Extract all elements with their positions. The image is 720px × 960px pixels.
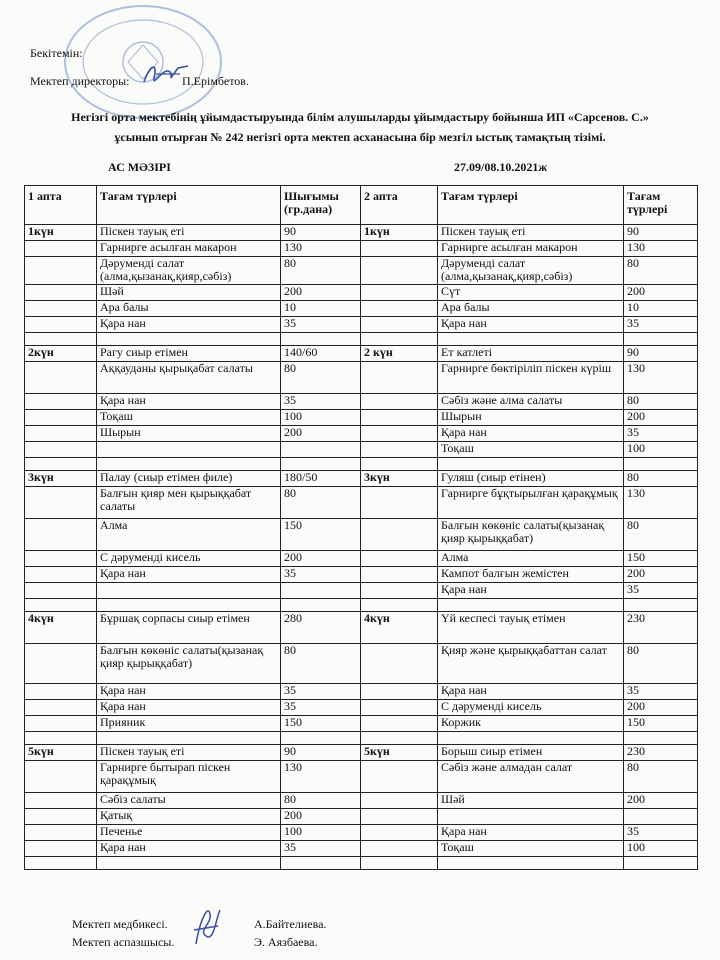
- day-cell-week1: [25, 809, 97, 825]
- dish-week2: Шәй: [438, 793, 624, 809]
- dish-week2: Гуляш (сиыр етінен): [438, 471, 624, 487]
- dish-week2: Сәбіз және алмадан салат: [438, 761, 624, 793]
- day-cell-week1: [25, 793, 97, 809]
- day-cell-week2: [361, 317, 438, 333]
- table-row: [25, 394, 698, 410]
- day-cell-week1: [25, 301, 97, 317]
- empty-cell: [361, 732, 438, 745]
- table-row: [25, 612, 698, 644]
- yield-week2: 230: [624, 745, 698, 761]
- empty-cell: [361, 333, 438, 346]
- yield-week1: 80: [281, 257, 361, 285]
- day-cell-week1: [25, 394, 97, 410]
- dish-week1: Ара балы: [97, 301, 281, 317]
- block-separator-row: [25, 857, 698, 870]
- dish-week2: Кампот балғын жемістен: [438, 567, 624, 583]
- dish-week2: Сүт: [438, 285, 624, 301]
- empty-cell: [438, 857, 624, 870]
- yield-week1: [281, 442, 361, 458]
- yield-week1: 35: [281, 394, 361, 410]
- yield-week2: 130: [624, 362, 698, 394]
- table-row: [25, 471, 698, 487]
- day-cell-week2: [361, 700, 438, 716]
- dish-week1: Балғын көкөніс салаты(қызанақ қияр қырыққабат): [97, 644, 281, 684]
- day-cell-week1: [25, 761, 97, 793]
- dish-week1: Қара нан: [97, 700, 281, 716]
- dish-week1: Қара нан: [97, 317, 281, 333]
- director-name: П.Ерімбетов.: [182, 74, 249, 88]
- empty-cell: [624, 333, 698, 346]
- day-cell-week2: [361, 567, 438, 583]
- day-cell-week1: [25, 426, 97, 442]
- yield-week2: 200: [624, 793, 698, 809]
- yield-week1: 200: [281, 426, 361, 442]
- header-dish-types-2: Тағам түрлері: [438, 186, 624, 225]
- day-cell-week2: [361, 285, 438, 301]
- day-cell-week2: [361, 793, 438, 809]
- day-cell-week1: 4күн: [25, 612, 97, 644]
- yield-week1: 150: [281, 716, 361, 732]
- yield-week1: 280: [281, 612, 361, 644]
- yield-week2: 130: [624, 241, 698, 257]
- empty-cell: [97, 333, 281, 346]
- day-cell-week1: 1күн: [25, 225, 97, 241]
- yield-week2: 130: [624, 487, 698, 519]
- dish-week1: Қара нан: [97, 684, 281, 700]
- yield-week2: 80: [624, 257, 698, 285]
- dish-week2: Қияр және қырыққабаттан салат: [438, 644, 624, 684]
- dish-week1: Піскен тауық еті: [97, 745, 281, 761]
- header-yield: Шығымы (гр.дана): [281, 186, 361, 225]
- yield-week1: 10: [281, 301, 361, 317]
- day-cell-week2: [361, 761, 438, 793]
- day-cell-week1: [25, 825, 97, 841]
- yield-week2: 80: [624, 644, 698, 684]
- empty-cell: [438, 458, 624, 471]
- dish-week1: Сәбіз салаты: [97, 793, 281, 809]
- table-row: [25, 442, 698, 458]
- yield-week1: 80: [281, 793, 361, 809]
- day-cell-week2: [361, 583, 438, 599]
- dish-week1: Қара нан: [97, 567, 281, 583]
- menu-label: АС МӘЗІРІ: [108, 160, 171, 174]
- yield-week1: 90: [281, 225, 361, 241]
- day-cell-week1: [25, 716, 97, 732]
- dish-week1: Рагу сиыр етімен: [97, 346, 281, 362]
- dish-week1: Қара нан: [97, 841, 281, 857]
- day-cell-week2: [361, 684, 438, 700]
- table-row: [25, 225, 698, 241]
- yield-week1: 35: [281, 317, 361, 333]
- nurse-name: А.Байтелиева.: [254, 917, 327, 931]
- yield-week1: 130: [281, 761, 361, 793]
- day-cell-week1: 5күн: [25, 745, 97, 761]
- day-cell-week2: [361, 410, 438, 426]
- yield-week2: 35: [624, 317, 698, 333]
- day-cell-week1: [25, 519, 97, 551]
- empty-cell: [281, 732, 361, 745]
- yield-week1: 180/50: [281, 471, 361, 487]
- empty-cell: [438, 732, 624, 745]
- empty-cell: [97, 857, 281, 870]
- empty-cell: [361, 599, 438, 612]
- table-row: [25, 551, 698, 567]
- day-cell-week1: [25, 700, 97, 716]
- dish-week1: С дәрумендi кисель: [97, 551, 281, 567]
- dish-week2: Балғын көкөніс салаты(қызанақ қияр қырыққабат): [438, 519, 624, 551]
- yield-week2: 150: [624, 551, 698, 567]
- dish-week2: Гарнирге бұқтырылған қарақұмық: [438, 487, 624, 519]
- block-separator-row: [25, 458, 698, 471]
- dish-week1: Піскен тауық еті: [97, 225, 281, 241]
- day-cell-week2: [361, 841, 438, 857]
- day-cell-week1: [25, 551, 97, 567]
- empty-cell: [281, 857, 361, 870]
- table-row: [25, 761, 698, 793]
- director-label: Мектеп директоры:: [30, 74, 130, 88]
- yield-week1: 200: [281, 809, 361, 825]
- day-cell-week2: [361, 519, 438, 551]
- block-separator-row: [25, 599, 698, 612]
- day-cell-week1: [25, 583, 97, 599]
- day-cell-week1: [25, 285, 97, 301]
- table-row: [25, 487, 698, 519]
- nurse-label: Мектеп медбикесі.: [72, 917, 168, 931]
- dish-week2: Ара балы: [438, 301, 624, 317]
- day-cell-week1: [25, 644, 97, 684]
- dish-week1: [97, 583, 281, 599]
- table-row: [25, 793, 698, 809]
- yield-week1: 100: [281, 410, 361, 426]
- empty-cell: [25, 857, 97, 870]
- table-row: [25, 519, 698, 551]
- dish-week2: Қара нан: [438, 426, 624, 442]
- day-cell-week1: [25, 567, 97, 583]
- empty-cell: [361, 458, 438, 471]
- day-cell-week2: 1күн: [361, 225, 438, 241]
- yield-week2: 150: [624, 716, 698, 732]
- dish-week2: Сәбіз және алма салаты: [438, 394, 624, 410]
- dish-week2: Қара нан: [438, 583, 624, 599]
- yield-week2: 80: [624, 761, 698, 793]
- yield-week1: 200: [281, 551, 361, 567]
- document-title-line-1: Негізгі орта мектебінің ұйымдастыруында білім алушыларды ұйымдастыру бойынша ИП «Сарсенов. С.»: [71, 110, 649, 124]
- dish-week2: Алма: [438, 551, 624, 567]
- approved-label: Бекітемін:: [30, 46, 83, 60]
- dish-week1: Балғын қияр мен қырыққабат салаты: [97, 487, 281, 519]
- yield-week1: 35: [281, 684, 361, 700]
- empty-cell: [25, 458, 97, 471]
- yield-week1: 130: [281, 241, 361, 257]
- yield-week2: 200: [624, 285, 698, 301]
- yield-week1: 80: [281, 644, 361, 684]
- dish-week2: [438, 809, 624, 825]
- day-cell-week1: [25, 841, 97, 857]
- day-cell-week2: 2 күн: [361, 346, 438, 362]
- yield-week1: [281, 583, 361, 599]
- cook-name: Э. Аязбаева.: [254, 935, 318, 949]
- day-cell-week1: 2күн: [25, 346, 97, 362]
- yield-week2: 35: [624, 684, 698, 700]
- table-row: [25, 426, 698, 442]
- table-row: [25, 716, 698, 732]
- yield-week2: 200: [624, 567, 698, 583]
- table-row: [25, 410, 698, 426]
- header-week2: 2 апта: [361, 186, 438, 225]
- yield-week1: 35: [281, 567, 361, 583]
- table-row: [25, 301, 698, 317]
- empty-cell: [281, 333, 361, 346]
- header-dish-types-3: Тағам түрлері: [624, 186, 698, 225]
- day-cell-week1: [25, 241, 97, 257]
- empty-cell: [624, 732, 698, 745]
- day-cell-week1: [25, 442, 97, 458]
- dish-week1: Тоқаш: [97, 410, 281, 426]
- dish-week2: Дәрумендi салат (алма,қызанақ,қияр,сәбіз): [438, 257, 624, 285]
- header-dish-types-1: Тағам түрлері: [97, 186, 281, 225]
- dish-week2: Гарнирге бөктіріліп піскен күріш: [438, 362, 624, 394]
- day-cell-week2: [361, 394, 438, 410]
- empty-cell: [624, 599, 698, 612]
- day-cell-week2: [361, 257, 438, 285]
- day-cell-week1: [25, 362, 97, 394]
- yield-week2: [624, 809, 698, 825]
- day-cell-week2: [361, 551, 438, 567]
- dish-week2: Ет катлеті: [438, 346, 624, 362]
- empty-cell: [25, 599, 97, 612]
- yield-week1: 35: [281, 841, 361, 857]
- dish-week1: Қара нан: [97, 394, 281, 410]
- table-row: [25, 317, 698, 333]
- menu-table: [24, 185, 698, 870]
- empty-cell: [97, 458, 281, 471]
- dish-week2: Қара нан: [438, 825, 624, 841]
- dish-week2: Үй кеспесі тауық етімен: [438, 612, 624, 644]
- empty-cell: [97, 732, 281, 745]
- yield-week2: 35: [624, 426, 698, 442]
- date-range: 27.09/08.10.2021ж: [454, 160, 548, 174]
- table-row: [25, 825, 698, 841]
- table-row: [25, 745, 698, 761]
- day-cell-week2: [361, 809, 438, 825]
- day-cell-week1: [25, 684, 97, 700]
- day-cell-week2: [361, 301, 438, 317]
- day-cell-week1: [25, 410, 97, 426]
- dish-week2: Қара нан: [438, 684, 624, 700]
- table-row: [25, 567, 698, 583]
- table-row: [25, 241, 698, 257]
- yield-week2: 35: [624, 583, 698, 599]
- empty-cell: [25, 732, 97, 745]
- empty-cell: [25, 333, 97, 346]
- dish-week2: Борыш сиыр етімен: [438, 745, 624, 761]
- dish-week1: Қатық: [97, 809, 281, 825]
- document-title-line-2: ұсынып отырған № 242 негізгі орта мектеп асханасына бір мезгіл ыстық тамақтың тізімі.: [114, 130, 606, 144]
- dish-week2: Коржик: [438, 716, 624, 732]
- table-row: [25, 583, 698, 599]
- yield-week2: 200: [624, 700, 698, 716]
- dish-week1: Бұршақ сорпасы сиыр етімен: [97, 612, 281, 644]
- dish-week1: Шырын: [97, 426, 281, 442]
- day-cell-week2: 5күн: [361, 745, 438, 761]
- table-row: [25, 684, 698, 700]
- staff-signature: [186, 900, 226, 952]
- table-row: [25, 841, 698, 857]
- block-separator-row: [25, 333, 698, 346]
- dish-week2: Тоқаш: [438, 442, 624, 458]
- day-cell-week1: 3күн: [25, 471, 97, 487]
- dish-week1: Гарнирге бытырап піскен қарақұмық: [97, 761, 281, 793]
- table-row: [25, 700, 698, 716]
- day-cell-week2: [361, 362, 438, 394]
- dish-week1: Аққауданы қырықабат салаты: [97, 362, 281, 394]
- yield-week2: 80: [624, 471, 698, 487]
- yield-week2: 90: [624, 346, 698, 362]
- day-cell-week2: [361, 241, 438, 257]
- yield-week1: 35: [281, 700, 361, 716]
- day-cell-week2: [361, 426, 438, 442]
- yield-week1: 200: [281, 285, 361, 301]
- yield-week2: 90: [624, 225, 698, 241]
- day-cell-week2: [361, 825, 438, 841]
- day-cell-week2: [361, 644, 438, 684]
- empty-cell: [281, 599, 361, 612]
- table-row: [25, 285, 698, 301]
- dish-week1: Шәй: [97, 285, 281, 301]
- dish-week1: Прияник: [97, 716, 281, 732]
- yield-week2: 10: [624, 301, 698, 317]
- table-row: [25, 644, 698, 684]
- day-cell-week1: [25, 317, 97, 333]
- yield-week1: 80: [281, 362, 361, 394]
- yield-week1: 150: [281, 519, 361, 551]
- dish-week1: [97, 442, 281, 458]
- dish-week1: Дәрумендi салат (алма,қызанақ,қияр,сәбіз): [97, 257, 281, 285]
- yield-week2: 80: [624, 394, 698, 410]
- yield-week1: 90: [281, 745, 361, 761]
- yield-week1: 100: [281, 825, 361, 841]
- yield-week2: 100: [624, 841, 698, 857]
- table-row: [25, 809, 698, 825]
- day-cell-week2: [361, 487, 438, 519]
- dish-week2: С дәрумендi кисель: [438, 700, 624, 716]
- dish-week1: Палау (сиыр етімен филе): [97, 471, 281, 487]
- table-row: [25, 362, 698, 394]
- table-header-row: [25, 186, 698, 225]
- block-separator-row: [25, 732, 698, 745]
- dish-week2: Шырын: [438, 410, 624, 426]
- yield-week2: 100: [624, 442, 698, 458]
- dish-week1: Гарнирге асылған макарон: [97, 241, 281, 257]
- dish-week2: Қара нан: [438, 317, 624, 333]
- dish-week2: Гарнирге асылған макарон: [438, 241, 624, 257]
- table-row: [25, 346, 698, 362]
- empty-cell: [438, 599, 624, 612]
- dish-week1: Печенье: [97, 825, 281, 841]
- day-cell-week2: 4күн: [361, 612, 438, 644]
- yield-week1: 140/60: [281, 346, 361, 362]
- empty-cell: [361, 857, 438, 870]
- empty-cell: [624, 857, 698, 870]
- cook-label: Мектеп аспазшысы.: [72, 935, 175, 949]
- day-cell-week2: [361, 716, 438, 732]
- yield-week2: 35: [624, 825, 698, 841]
- dish-week1: Алма: [97, 519, 281, 551]
- day-cell-week2: 3күн: [361, 471, 438, 487]
- day-cell-week2: [361, 442, 438, 458]
- empty-cell: [438, 333, 624, 346]
- day-cell-week1: [25, 257, 97, 285]
- yield-week1: 80: [281, 487, 361, 519]
- dish-week2: Піскен тауық еті: [438, 225, 624, 241]
- yield-week2: 80: [624, 519, 698, 551]
- header-week1: 1 апта: [25, 186, 97, 225]
- empty-cell: [624, 458, 698, 471]
- dish-week2: Тоқаш: [438, 841, 624, 857]
- day-cell-week1: [25, 487, 97, 519]
- yield-week2: 200: [624, 410, 698, 426]
- table-row: [25, 257, 698, 285]
- empty-cell: [281, 458, 361, 471]
- yield-week2: 230: [624, 612, 698, 644]
- empty-cell: [97, 599, 281, 612]
